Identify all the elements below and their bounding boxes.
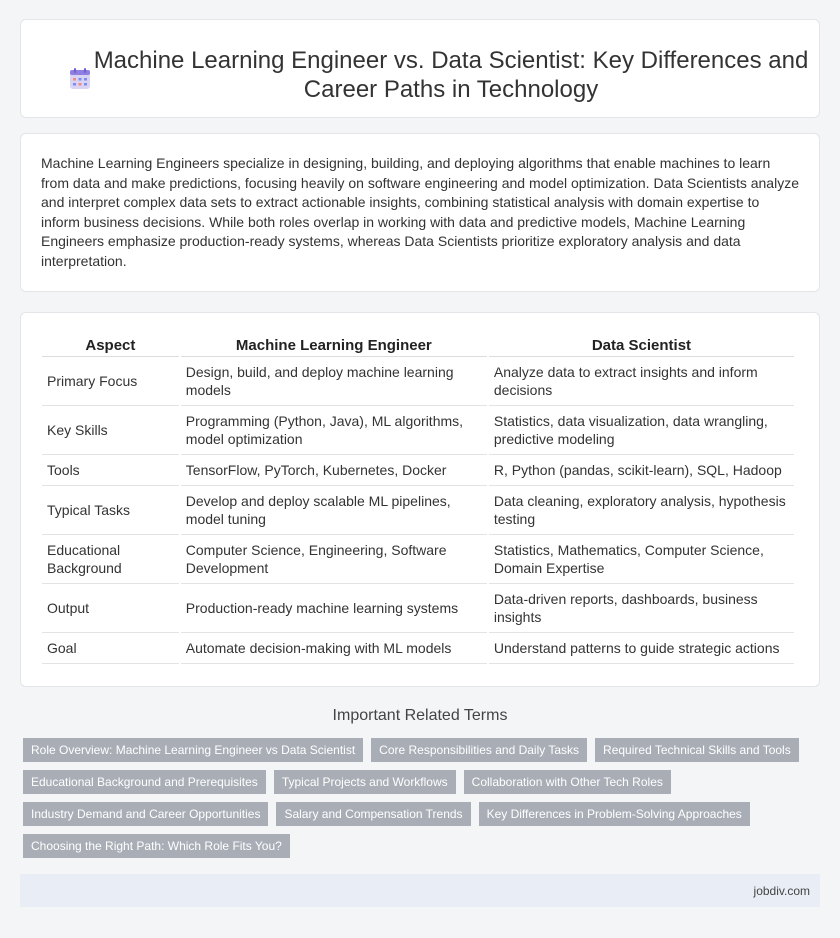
row-ml-engineer: Computer Science, Engineering, Software Development [181, 535, 487, 584]
related-term-tag[interactable]: Core Responsibilities and Daily Tasks [371, 738, 587, 762]
related-term-tag[interactable]: Collaboration with Other Tech Roles [464, 770, 671, 794]
comparison-card [20, 312, 820, 687]
related-term-tag[interactable]: Key Differences in Problem-Solving Approaches [479, 802, 750, 826]
row-data-scientist: Statistics, Mathematics, Computer Science, Domain Expertise [489, 535, 794, 584]
row-ml-engineer: Programming (Python, Java), ML algorithms, model optimization [181, 406, 487, 455]
related-terms-list [23, 738, 803, 858]
table-row [42, 406, 794, 455]
table-row [42, 584, 794, 633]
related-term-tag[interactable]: Choosing the Right Path: Which Role Fits You? [23, 834, 290, 858]
intro-paragraph: Machine Learning Engineers specialize in designing, building, and deploying algorithms that enable machines to learn from data and make predictions, focusing heavily on software engineering and model optimization. Data Scientists analyze and interpret complex data sets to extract actionable insights, combining statistical analysis with domain expertise to inform business decisions. While both roles overlap in working with data and predictive models, Machine Learning Engineers emphasize production-ready systems, whereas Data Scientists prioritize exploratory analysis and data interpretation. [41, 155, 799, 269]
row-data-scientist: Statistics, data visualization, data wrangling, predictive modeling [489, 406, 794, 455]
footer-site-link[interactable]: jobdiv.com [753, 884, 810, 898]
table-row [42, 633, 794, 664]
table-header-row [42, 333, 794, 357]
row-data-scientist: Data-driven reports, dashboards, business insights [489, 584, 794, 633]
row-aspect: Tools [42, 455, 179, 486]
row-ml-engineer: Design, build, and deploy machine learning models [181, 357, 487, 406]
row-data-scientist: Understand patterns to guide strategic actions [489, 633, 794, 664]
row-data-scientist: Data cleaning, exploratory analysis, hypothesis testing [489, 486, 794, 535]
related-terms-heading: Important Related Terms [332, 707, 508, 724]
row-aspect: Key Skills [42, 406, 179, 455]
row-ml-engineer: Automate decision-making with ML models [181, 633, 487, 664]
comparison-table [40, 333, 796, 664]
row-aspect: Typical Tasks [42, 486, 179, 535]
row-aspect: Goal [42, 633, 179, 664]
table-row [42, 486, 794, 535]
calendar-icon [68, 67, 92, 91]
table-row [42, 357, 794, 406]
intro-card [20, 133, 820, 292]
related-term-tag[interactable]: Required Technical Skills and Tools [595, 738, 799, 762]
row-data-scientist: R, Python (pandas, scikit-learn), SQL, Hadoop [489, 455, 794, 486]
related-term-tag[interactable]: Educational Background and Prerequisites [23, 770, 266, 794]
row-aspect: Educational Background [42, 535, 179, 584]
page-title: Machine Learning Engineer vs. Data Scientist: Key Differences and Career Paths in Technology [93, 47, 809, 103]
header-ml-engineer: Machine Learning Engineer [181, 333, 487, 357]
header-aspect: Aspect [42, 333, 179, 357]
table-row [42, 535, 794, 584]
row-aspect: Primary Focus [42, 357, 179, 406]
row-aspect: Output [42, 584, 179, 633]
related-term-tag[interactable]: Typical Projects and Workflows [274, 770, 456, 794]
row-data-scientist: Analyze data to extract insights and inform decisions [489, 357, 794, 406]
row-ml-engineer: TensorFlow, PyTorch, Kubernetes, Docker [181, 455, 487, 486]
related-term-tag[interactable]: Role Overview: Machine Learning Engineer vs Data Scientist [23, 738, 363, 762]
title-card [20, 19, 820, 118]
row-ml-engineer: Production-ready machine learning systems [181, 584, 487, 633]
related-term-tag[interactable]: Salary and Compensation Trends [276, 802, 470, 826]
related-term-tag[interactable]: Industry Demand and Career Opportunities [23, 802, 268, 826]
header-data-scientist: Data Scientist [489, 333, 794, 357]
table-row [42, 455, 794, 486]
footer [20, 874, 820, 907]
row-ml-engineer: Develop and deploy scalable ML pipelines, model tuning [181, 486, 487, 535]
